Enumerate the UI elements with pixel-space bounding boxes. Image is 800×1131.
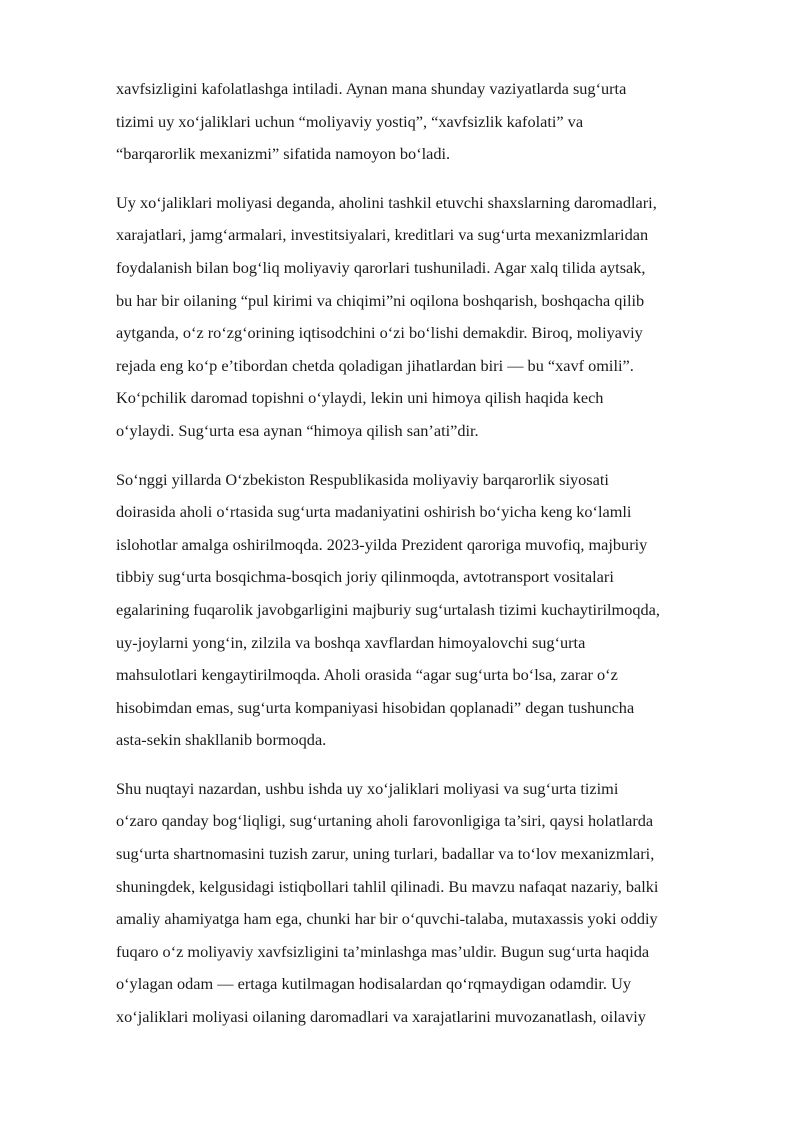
text-line: rejada eng ko‘p e’tibordan chetda qoladigan jihatlardan biri — bu “xavf omili”.: [116, 355, 634, 375]
text-line: xavfsizligini kafolatlashga intiladi. Aynan mana shunday vaziyatlarda sug‘urta: [116, 79, 627, 98]
text-line: islohotlar amalga oshirilmoqda. 2023-yilda Prezident qaroriga muvofiq, majburiy: [116, 534, 648, 554]
text-line: aytganda, o‘z ro‘zg‘orining iqtisodchini o‘zi bo‘lishi demakdir. Biroq, moliyaviy: [116, 323, 643, 343]
text-line: uy-joylarni yong‘in, zilzila va boshqa xavflardan himoyalovchi sug‘urta: [116, 632, 586, 652]
text-line: mahsulotlari kengaytirilmoqda. Aholi orasida “agar sug‘urta bo‘lsa, zarar o‘z: [116, 665, 618, 685]
text-line: foydalanish bilan bog‘liq moliyaviy qarorlari tushuniladi. Agar xalq tilida aytsak,: [116, 257, 646, 277]
paragraph-3: [116, 464, 716, 757]
text-line: sug‘urta shartnomasini tuzish zarur, uning turlari, badallar va to‘lov mexanizmlari,: [116, 844, 655, 864]
text-line: “barqarorlik mexanizmi” sifatida namoyon bo‘ladi.: [116, 144, 451, 164]
text-line: hisobimdan emas, sug‘urta kompaniyasi hisobidan qoplanadi” degan tushuncha: [116, 697, 635, 717]
text-line: xo‘jaliklari moliyasi oilaning daromadlari va xarajatlarini muvozanatlash, oilaviy: [116, 1007, 646, 1027]
text-line: Shu nuqtayi nazardan, ushbu ishda uy xo‘jaliklari moliyasi va sug‘urta tizimi: [116, 778, 619, 798]
text-line: asta-sekin shakllanib bormoqda.: [116, 730, 327, 750]
text-line: o‘zaro qanday bog‘liqligi, sug‘urtaning aholi farovonligiga ta’siri, qaysi holatlarda: [116, 811, 654, 831]
text-line: shuningdek, kelgusidagi istiqbollari tahlil qilinadi. Bu mavzu nafaqat nazariy, balki: [116, 876, 659, 896]
text-line: amaliy ahamiyatga ham ega, chunki har bir o‘quvchi-talaba, mutaxassis yoki oddiy: [116, 909, 658, 929]
text-line: Uy xo‘jaliklari moliyasi deganda, aholini tashkil etuvchi shaxslarning daromadlari,: [116, 192, 657, 212]
paragraph-2: [116, 187, 716, 448]
text-line: tibbiy sug‘urta bosqichma-bosqich joriy qilinmoqda, avtotransport vositalari: [116, 567, 614, 587]
text-line: bu har bir oilaning “pul kirimi va chiqimi”ni oqilona boshqarish, boshqacha qilib: [116, 290, 645, 310]
text-line: doirasida aholi o‘rtasida sug‘urta madaniyatini oshirish bo‘yicha keng ko‘lamli: [116, 502, 632, 522]
text-line: egalarining fuqarolik javobgarligini majburiy sug‘urtalash tizimi kuchaytirilmoqda,: [116, 599, 660, 619]
text-line: o‘ylagan odam — ertaga kutilmagan hodisalardan qo‘rqmaydigan odamdir. Uy: [116, 974, 631, 994]
text-line: o‘ylaydi. Sug‘urta esa aynan “himoya qilish san’ati”dir.: [116, 420, 479, 440]
text-line: So‘nggi yillarda O‘zbekiston Respublikasida moliyaviy barqarorlik siyosati: [116, 469, 609, 489]
paragraph-4: [116, 773, 716, 1034]
text-line: Ko‘pchilik daromad topishni o‘ylaydi, lekin uni himoya qilish haqida kech: [116, 388, 604, 408]
document-body: [116, 73, 716, 1050]
text-line: tizimi uy xo‘jaliklari uchun “moliyaviy yostiq”, “xavfsizlik kafolati” va: [116, 111, 584, 131]
text-line: fuqaro o‘z moliyaviy xavfsizligini ta’minlashga mas’uldir. Bugun sug‘urta haqida: [116, 941, 650, 961]
text-line: xarajatlari, jamg‘armalari, investitsiyalari, kreditlari va sug‘urta mexanizmlaridan: [116, 225, 649, 245]
paragraph-1: [116, 73, 716, 171]
